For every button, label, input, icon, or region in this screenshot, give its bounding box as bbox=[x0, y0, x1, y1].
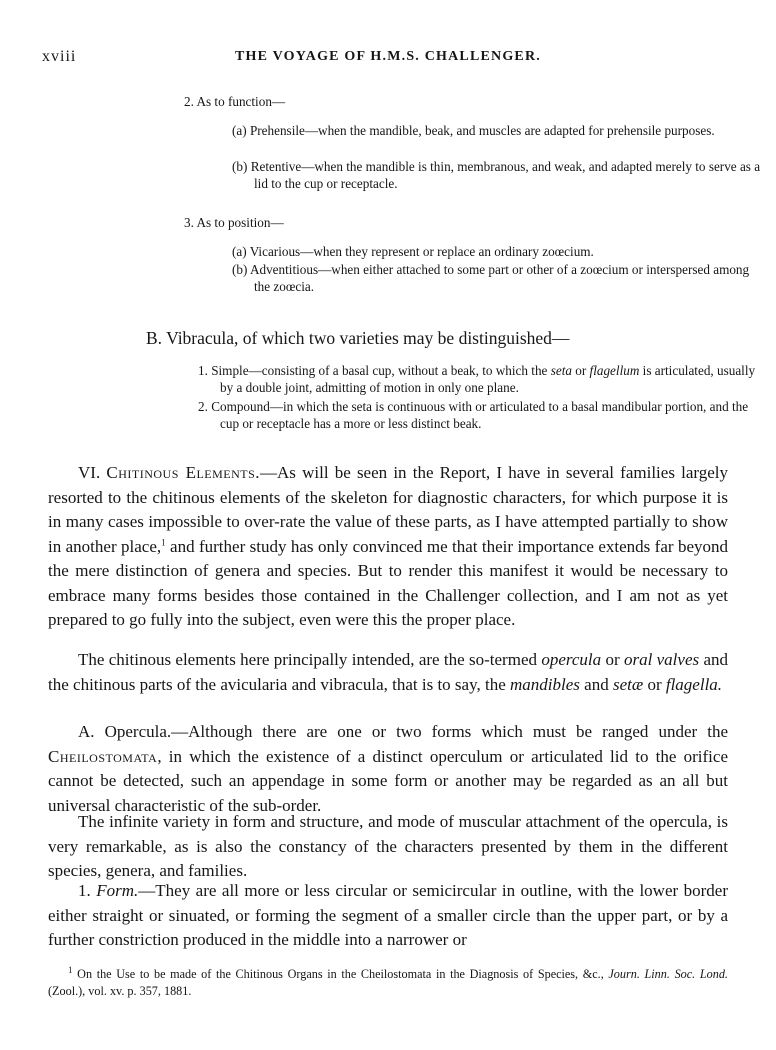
list-item-simple bbox=[184, 362, 770, 396]
item-text: Vicarious—when they represent or replace an ordinary zoœcium. bbox=[249, 244, 594, 259]
item-text: or bbox=[575, 363, 587, 378]
item-marker: (a) bbox=[232, 123, 247, 138]
section-heading-function: 2. As to function— bbox=[184, 94, 286, 109]
item-text: Prehensile—when the mandible, beak, and muscles are adapted for prehensile purposes. bbox=[249, 123, 715, 138]
item-marker: (b) bbox=[232, 159, 248, 174]
footnote-text: On the Use to be made of the Chitinous Organs in the Cheilostomata in the Diagnosis of Species, &c., bbox=[72, 967, 609, 981]
footnote-text: (Zool.), vol. xv. p. 357, 1881. bbox=[48, 984, 192, 998]
paragraph-opercula bbox=[48, 720, 728, 818]
paragraph-text: —They are all more or less circular or semicircular in outline, with the lower border either straight or sinuated, or forming the segment of a smaller circle than the upper part, or by a further constriction produced in the middle into a narrower or bbox=[48, 881, 728, 949]
item-marker: (a) bbox=[232, 244, 247, 259]
item-text: 1. Simple—consisting of a basal cup, without a beak, to which the bbox=[198, 363, 548, 378]
item-text: Retentive—when the mandible is thin, membranous, and weak, and adapted merely to serve as a lid to the cup or receptacle. bbox=[250, 159, 761, 191]
italic-term: flagella. bbox=[665, 674, 723, 694]
paragraph-text: , in which the existence of a distinct operculum or articulated lid to the orifice cannot be detected, such an appendage in some form or another may be regarded as an all but universal characteristic of the sub-order. bbox=[48, 746, 728, 815]
page-folio: xviii bbox=[42, 48, 77, 65]
italic-term: mandibles bbox=[510, 674, 580, 694]
section-title: Chitinous Elements. bbox=[106, 463, 261, 482]
small-caps-term: Cheilostomata bbox=[48, 746, 158, 766]
paragraph-form bbox=[48, 879, 728, 953]
item-text: is articulated, usually by a double joint, admitting of motion in only one plane. bbox=[220, 363, 756, 395]
item-text: Adventitious—when either attached to some part or other of a zoœcium or interspersed among the zoœcia. bbox=[249, 262, 750, 294]
section-heading-position: 3. As to position— bbox=[184, 215, 284, 230]
italic-term: setæ bbox=[612, 674, 644, 694]
italic-term: oral valves bbox=[623, 650, 700, 669]
paragraph-text: A. Opercula.—Although there are one or two forms which must be ranged under the bbox=[78, 722, 728, 741]
list-item-vicarious bbox=[218, 243, 768, 260]
list-item-adventitious bbox=[218, 261, 768, 295]
italic-term: opercula bbox=[541, 650, 602, 669]
paragraph-text: or bbox=[643, 674, 666, 694]
journal-title: Journ. Linn. Soc. Lond. bbox=[608, 967, 728, 981]
footnote-ref: 1 bbox=[161, 536, 166, 547]
paragraph-chitinous-elements bbox=[48, 461, 728, 633]
section-number: VI. bbox=[78, 463, 101, 482]
paragraph-text: and the chitinous parts of the avicularia and vibracula, that is to say, the bbox=[48, 650, 728, 694]
paragraph-text: The chitinous elements here principally intended, are the so-termed bbox=[78, 650, 542, 669]
footnote bbox=[48, 966, 728, 1000]
list-item-retentive bbox=[218, 158, 768, 192]
paragraph-text: 1. bbox=[78, 881, 97, 900]
italic-term: Form. bbox=[96, 881, 139, 900]
vibracula-heading: B. Vibracula, of which two varieties may be distinguished— bbox=[146, 328, 570, 348]
paragraph-text: —As will be seen in the Report, I have in several families largely resorted to the chitinous elements of the skeleton for diagnostic characters, for which purpose it is in many cases impossible to over-rate the value of these parts, as I have attempted partially to show in another place, bbox=[48, 463, 728, 556]
item-marker: (b) bbox=[232, 262, 248, 277]
paragraph-text: or bbox=[601, 650, 624, 669]
italic-term: seta bbox=[550, 363, 572, 378]
paragraph-text: and bbox=[579, 674, 613, 694]
paragraph-text: and further study has only convinced me that their importance extends far beyond the mere distinction of genera and species. But to render this manifest it would be necessary to embrace many forms besides those contained in the Challenger collection, and I am not as yet prepared to go fully into the subject, even were this the proper place. bbox=[48, 536, 728, 629]
list-item-prehensile bbox=[218, 122, 768, 139]
footnote-marker: 1 bbox=[68, 964, 73, 975]
paragraph-variety: The infinite variety in form and structure, and mode of muscular attachment of the opercula, is very remarkable, as is also the constancy of the characters presented by them in the different species, genera, and families. bbox=[48, 812, 728, 880]
paragraph-definitions bbox=[48, 648, 728, 697]
italic-term: flagellum bbox=[589, 363, 640, 378]
running-head: THE VOYAGE OF H.M.S. CHALLENGER. bbox=[235, 49, 541, 64]
list-item-compound: 2. Compound—in which the seta is continuous with or articulated to a basal mandibular portion, and the cup or receptacle has a more or less distinct beak. bbox=[198, 399, 749, 431]
